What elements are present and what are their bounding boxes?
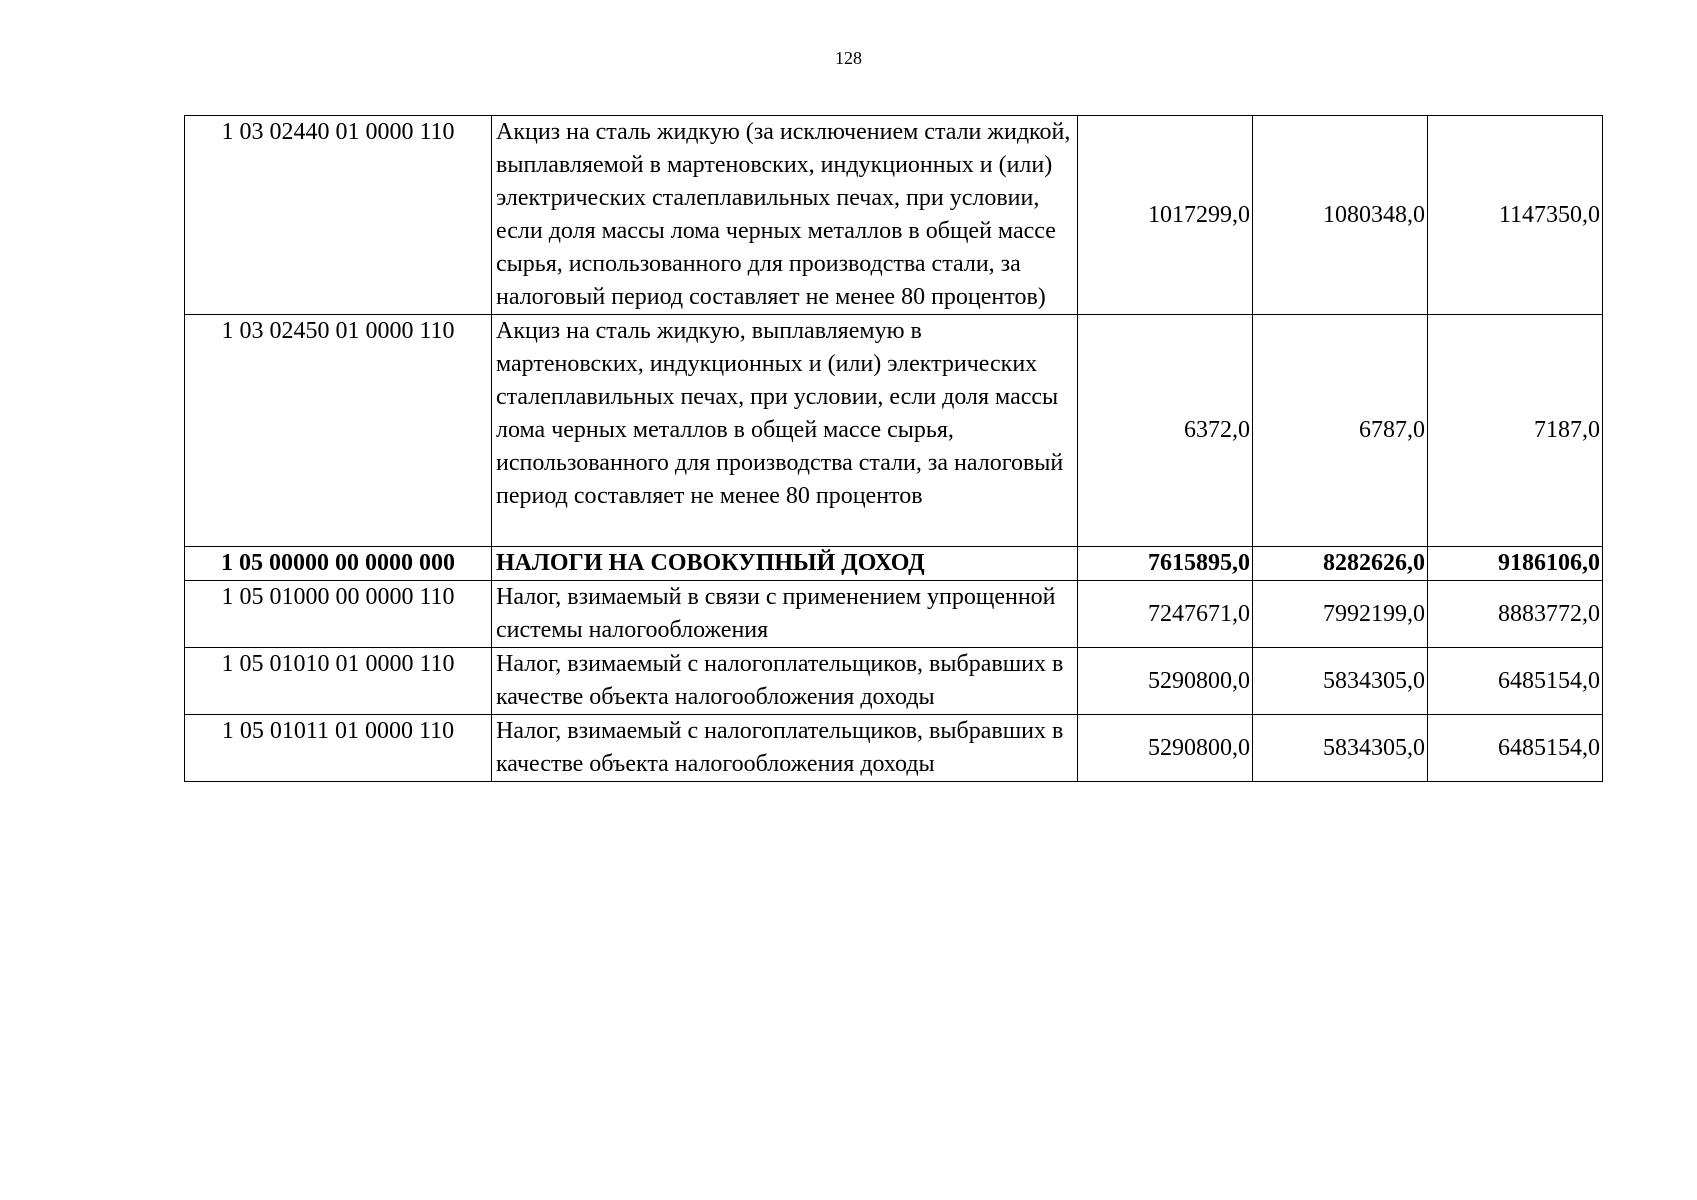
amount-cell-year-1: 7615895,0 [1078, 547, 1253, 581]
budget-code-cell: 1 05 01000 00 0000 110 [185, 581, 492, 648]
table-row [185, 116, 1603, 315]
revenue-name-cell: Налог, взимаемый с налогоплательщиков, выбравших в качестве объекта налогообложения доходы [492, 715, 1078, 782]
table-row [185, 581, 1603, 648]
revenue-name-cell: Акциз на сталь жидкую (за исключением стали жидкой, выплавляемой в мартеновских, индукционных и (или) электрических сталеплавильных печах, при условии, если доля массы лома черных металлов в общей массе сырья, использованного для производства стали, за налоговый период составляет не менее 80 процентов) [492, 116, 1078, 315]
revenue-name-cell: Акциз на сталь жидкую, выплавляемую в мартеновских, индукционных и (или) электрических сталеплавильных печах, при условии, если доля массы лома черных металлов в общей массе сырья, использованного для производства стали, за налоговый период составляет не менее 80 процентов [492, 315, 1078, 547]
amount-cell-year-2: 1080348,0 [1253, 116, 1428, 315]
budget-code-cell: 1 03 02450 01 0000 110 [185, 315, 492, 547]
revenue-name-cell: НАЛОГИ НА СОВОКУПНЫЙ ДОХОД [492, 547, 1078, 581]
budget-revenue-table [184, 115, 1603, 782]
table-row [185, 648, 1603, 715]
revenue-name-cell: Налог, взимаемый в связи с применением упрощенной системы налогообложения [492, 581, 1078, 648]
amount-cell-year-3: 7187,0 [1428, 315, 1603, 547]
budget-code-cell: 1 05 01010 01 0000 110 [185, 648, 492, 715]
amount-cell-year-2: 6787,0 [1253, 315, 1428, 547]
amount-cell-year-3: 8883772,0 [1428, 581, 1603, 648]
amount-cell-year-1: 1017299,0 [1078, 116, 1253, 315]
table-row [185, 715, 1603, 782]
amount-cell-year-3: 9186106,0 [1428, 547, 1603, 581]
budget-code-cell: 1 05 01011 01 0000 110 [185, 715, 492, 782]
amount-cell-year-2: 5834305,0 [1253, 648, 1428, 715]
amount-cell-year-3: 6485154,0 [1428, 648, 1603, 715]
budget-code-cell: 1 03 02440 01 0000 110 [185, 116, 492, 315]
amount-cell-year-1: 6372,0 [1078, 315, 1253, 547]
amount-cell-year-3: 1147350,0 [1428, 116, 1603, 315]
amount-cell-year-2: 8282626,0 [1253, 547, 1428, 581]
table-row-section-total [185, 547, 1603, 581]
budget-code-cell: 1 05 00000 00 0000 000 [185, 547, 492, 581]
amount-cell-year-1: 5290800,0 [1078, 715, 1253, 782]
amount-cell-year-3: 6485154,0 [1428, 715, 1603, 782]
amount-cell-year-1: 5290800,0 [1078, 648, 1253, 715]
revenue-name-cell: Налог, взимаемый с налогоплательщиков, выбравших в качестве объекта налогообложения доходы [492, 648, 1078, 715]
table-row [185, 315, 1603, 547]
amount-cell-year-2: 5834305,0 [1253, 715, 1428, 782]
amount-cell-year-1: 7247671,0 [1078, 581, 1253, 648]
page-number: 128 [835, 48, 862, 68]
amount-cell-year-2: 7992199,0 [1253, 581, 1428, 648]
